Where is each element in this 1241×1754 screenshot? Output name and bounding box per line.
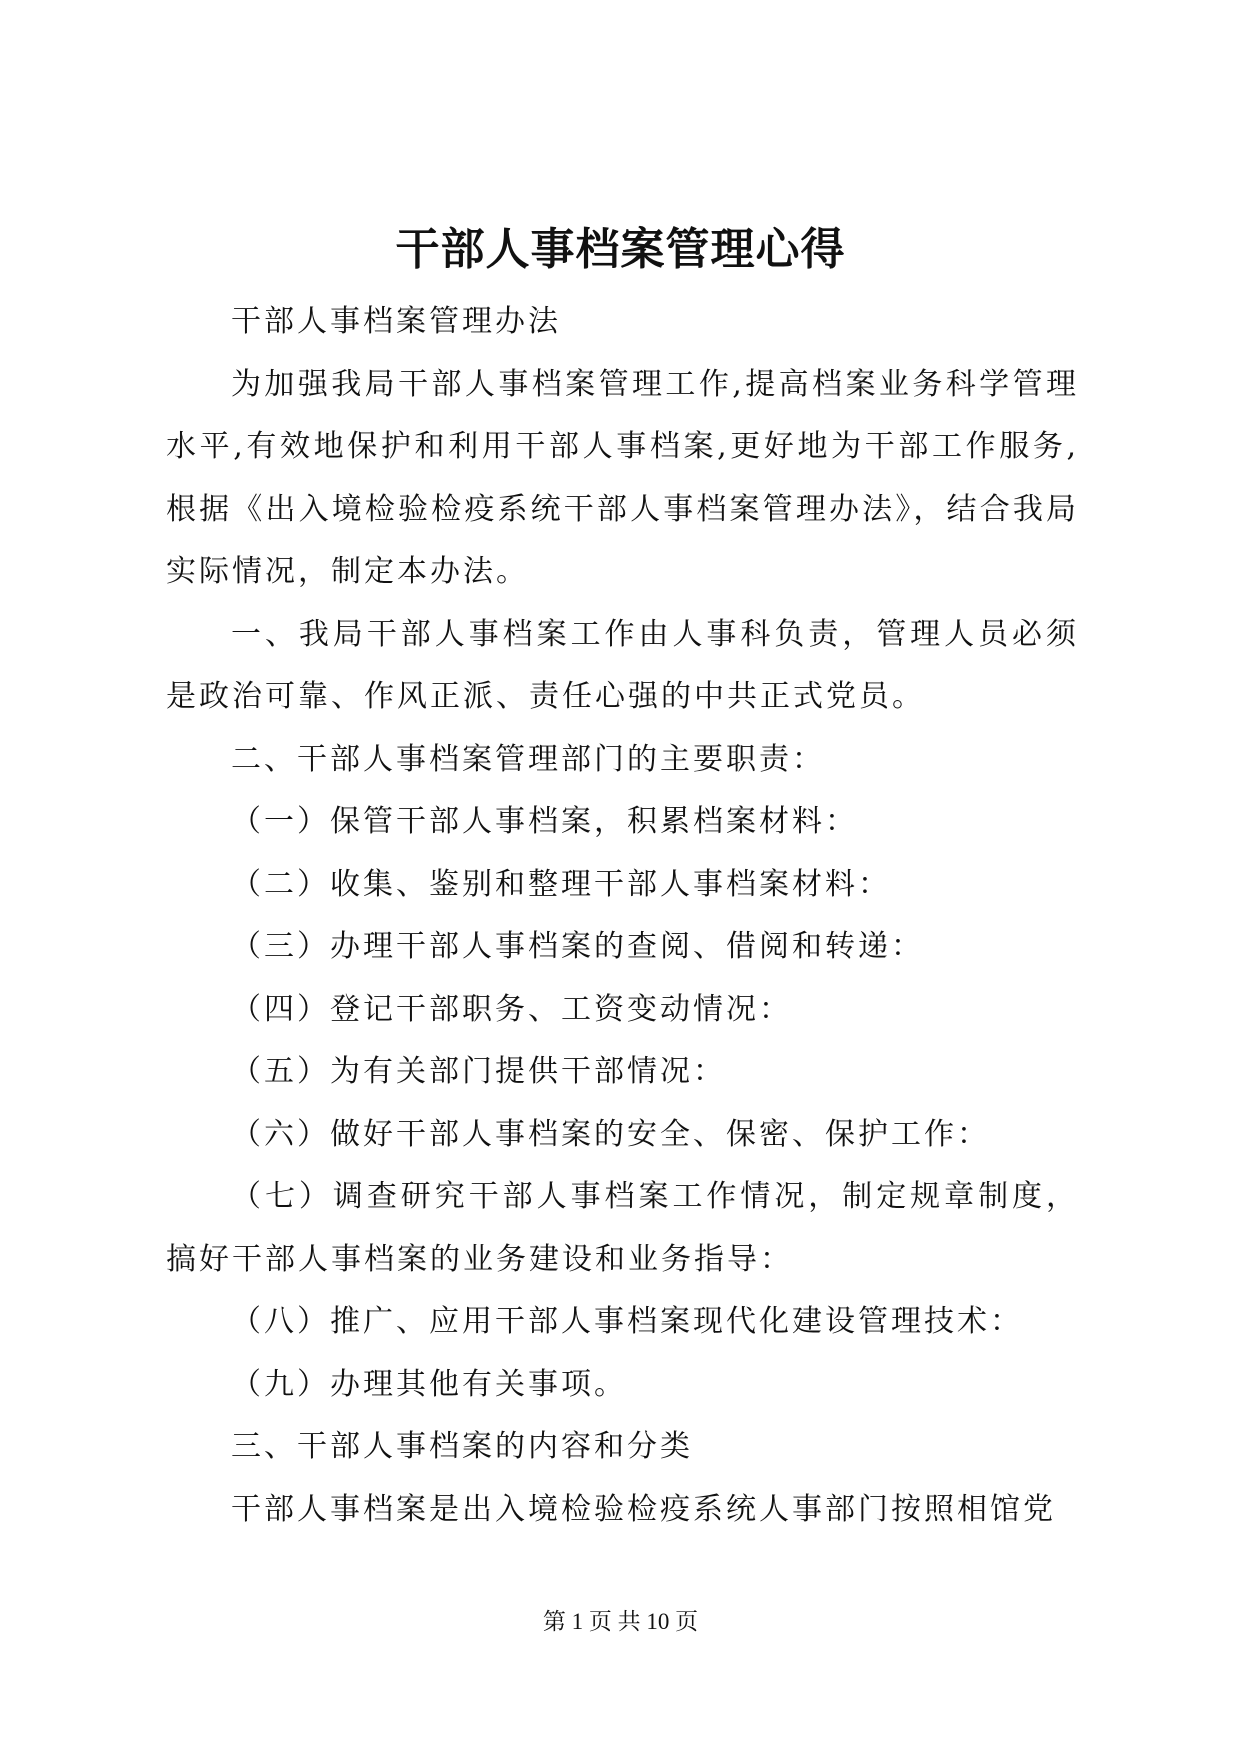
paragraph-intro: 为加强我局干部人事档案管理工作,提高档案业务科学管理水平,有效地保护和利用干部人事档案,更好地为干部工作服务,根据《出入境检验检疫系统干部人事档案管理办法》，结合我局实际情况，制定本办法。 — [166, 366, 1079, 589]
list-item: （九）办理其他有关事项。 — [231, 1366, 627, 1402]
list-item: （五）为有关部门提供干部情况： — [231, 1054, 726, 1089]
list-item: （三）办理干部人事档案的查阅、借阅和转递： — [231, 929, 924, 964]
paragraph-section-3-body: 干部人事档案是出入境检验检疫系统人事部门按照相馆党 — [231, 1491, 1056, 1527]
paragraph-section-2: 二、干部人事档案管理部门的主要职责： — [231, 741, 825, 777]
document-title: 干部人事档案管理心得 — [395, 224, 846, 275]
paragraph-section-1: 一、我局干部人事档案工作由人事科负责，管理人员必须是政治可靠、作风正派、责任心强的中共正式党员。 — [166, 616, 1079, 714]
list-item: （一）保管干部人事档案，积累档案材料： — [231, 804, 858, 839]
list-item: （二）收集、鉴别和整理干部人事档案材料： — [231, 866, 891, 902]
list-item: （四）登记干部职务、工资变动情况： — [231, 991, 792, 1027]
list-item: （七）调查研究干部人事档案工作情况，制定规章制度，搞好干部人事档案的业务建设和业务指导： — [166, 1179, 1079, 1277]
page-footer: 第 1 页 共 10 页 — [542, 1609, 699, 1634]
paragraph-section-3: 三、干部人事档案的内容和分类 — [231, 1429, 693, 1464]
list-item: （六）做好干部人事档案的安全、保密、保护工作： — [231, 1116, 990, 1152]
paragraph-subtitle: 干部人事档案管理办法 — [231, 304, 561, 339]
list-item: （八）推广、应用干部人事档案现代化建设管理技术： — [231, 1304, 1023, 1339]
document-body — [166, 291, 1079, 1541]
